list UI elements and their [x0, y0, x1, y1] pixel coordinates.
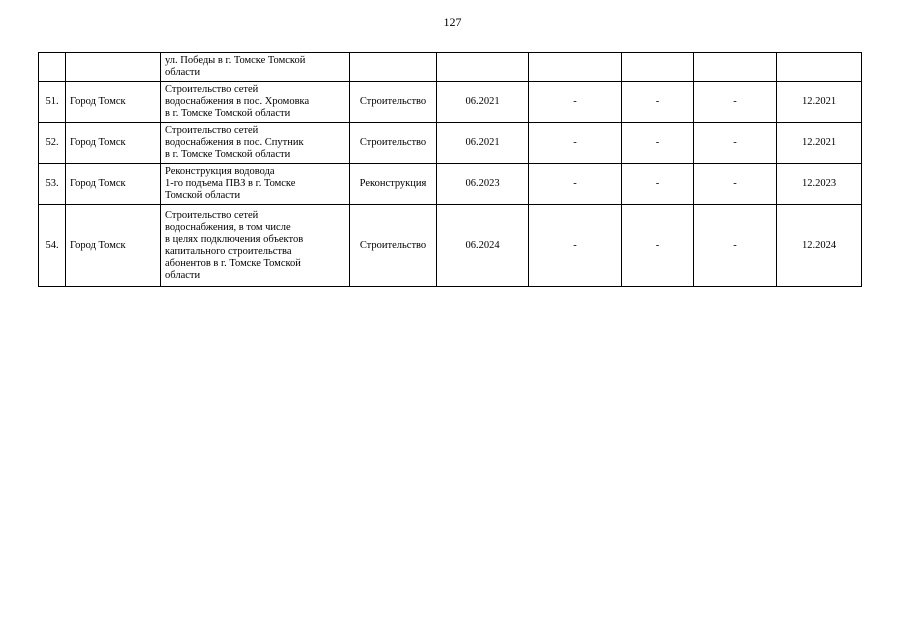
municipality-cell	[66, 53, 161, 82]
period-2-cell: -	[529, 123, 622, 164]
table-body	[39, 53, 862, 287]
object-name-cell	[161, 82, 350, 123]
object-name-line: абонентов в г. Томске Томской	[165, 257, 301, 269]
period-4-cell	[694, 53, 777, 82]
row-number-cell	[39, 53, 66, 82]
object-name-line: водоснабжения, в том числе	[165, 221, 291, 233]
object-name-cell	[161, 123, 350, 164]
end-date-cell: 12.2023	[777, 164, 862, 205]
object-name-line: Строительство сетей	[165, 209, 259, 221]
construction-schedule-table	[38, 52, 862, 287]
period-2-cell: -	[529, 164, 622, 205]
start-date-cell: 06.2021	[437, 82, 529, 123]
object-name-line: в целях подключения объектов	[165, 233, 304, 245]
end-date-cell: 12.2024	[777, 205, 862, 287]
object-name-line: водоснабжения в пос. Хромовка	[165, 96, 310, 107]
period-2-cell: -	[529, 205, 622, 287]
object-name-line: области	[165, 269, 201, 281]
row-number-cell: 54.	[39, 205, 66, 287]
page-number: 127	[443, 15, 462, 29]
municipality-cell: Город Томск	[66, 205, 161, 287]
start-date-cell: 06.2024	[437, 205, 529, 287]
period-4-cell: -	[694, 82, 777, 123]
period-3-cell: -	[622, 123, 694, 164]
table-row	[39, 82, 862, 123]
start-date-cell	[437, 53, 529, 82]
period-3-cell	[622, 53, 694, 82]
row-number-cell: 53.	[39, 164, 66, 205]
object-name-cell	[161, 53, 350, 82]
start-date-cell: 06.2021	[437, 123, 529, 164]
start-date-cell: 06.2023	[437, 164, 529, 205]
period-2-cell	[529, 53, 622, 82]
end-date-cell: 12.2021	[777, 123, 862, 164]
period-3-cell: -	[622, 205, 694, 287]
object-name-line: водоснабжения в пос. Спутник	[165, 137, 304, 148]
end-date-cell	[777, 53, 862, 82]
period-4-cell: -	[694, 205, 777, 287]
period-3-cell: -	[622, 164, 694, 205]
object-name-line: капитального строительства	[165, 245, 292, 257]
row-number-cell: 51.	[39, 82, 66, 123]
period-4-cell: -	[694, 123, 777, 164]
work-type-cell: Строительство	[350, 82, 437, 123]
work-type-cell: Реконструкция	[350, 164, 437, 205]
object-name-line: в г. Томске Томской области	[165, 149, 291, 160]
table-row	[39, 53, 862, 82]
row-number-cell: 52.	[39, 123, 66, 164]
municipality-cell: Город Томск	[66, 123, 161, 164]
period-3-cell: -	[622, 82, 694, 123]
object-name-cell	[161, 164, 350, 205]
table-row	[39, 205, 862, 287]
table-row	[39, 164, 862, 205]
work-type-cell	[350, 53, 437, 82]
object-name-line: Строительство сетей	[165, 125, 259, 136]
work-type-cell: Строительство	[350, 123, 437, 164]
object-name-line: Томской области	[165, 190, 241, 201]
object-name-line: области	[165, 67, 201, 78]
period-2-cell: -	[529, 82, 622, 123]
object-name-line: в г. Томске Томской области	[165, 108, 291, 119]
end-date-cell: 12.2021	[777, 82, 862, 123]
object-name-cell	[161, 205, 350, 287]
object-name-line: 1-го подъема ПВЗ в г. Томске	[165, 178, 296, 189]
object-name-line: ул. Победы в г. Томске Томской	[165, 55, 306, 66]
object-name-line: Строительство сетей	[165, 84, 259, 95]
period-4-cell: -	[694, 164, 777, 205]
table-row	[39, 123, 862, 164]
work-type-cell: Строительство	[350, 205, 437, 287]
object-name-line: Реконструкция водовода	[165, 166, 275, 177]
municipality-cell: Город Томск	[66, 164, 161, 205]
municipality-cell: Город Томск	[66, 82, 161, 123]
